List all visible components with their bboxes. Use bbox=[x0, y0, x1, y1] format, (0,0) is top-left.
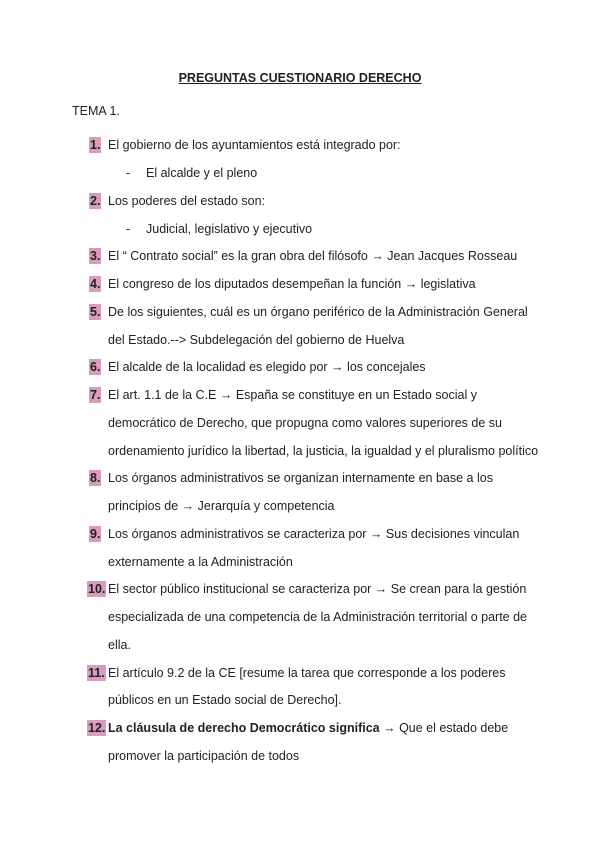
bullet-dash: - bbox=[126, 166, 131, 180]
item-number: 2. bbox=[90, 194, 101, 208]
item-number: 4. bbox=[90, 277, 101, 291]
item-text: El “ Contrato social” es la gran obra del filósofo → Jean Jacques Rosseau bbox=[108, 249, 518, 263]
item-text: del Estado.--> Subdelegación del gobierno de Huelva bbox=[108, 333, 405, 347]
item-number: 11. bbox=[88, 666, 105, 680]
item-number: 8. bbox=[90, 471, 101, 485]
item-number: 7. bbox=[90, 388, 101, 402]
item-number: 10. bbox=[88, 582, 106, 596]
item-text: promover la participación de todos bbox=[108, 749, 300, 763]
item-text: externamente a la Administración bbox=[108, 555, 293, 569]
item-number: 9. bbox=[90, 527, 101, 541]
item-number: 1. bbox=[90, 138, 101, 152]
item-number: 6. bbox=[90, 360, 101, 374]
item-text: El congreso de los diputados desempeñan la función → legislativa bbox=[108, 277, 476, 291]
item-text-rest: → Que el estado debe bbox=[379, 721, 509, 735]
item-text: Los órganos administrativos se organizan internamente en base a los bbox=[108, 471, 493, 485]
item-number: 5. bbox=[90, 305, 101, 319]
item-text: El artículo 9.2 de la CE [resume la tarea que corresponde a los poderes bbox=[108, 666, 506, 680]
item-text: El sector público institucional se caracteriza por → Se crean para la gestión bbox=[108, 582, 527, 596]
section-heading: TEMA 1. bbox=[72, 104, 120, 118]
item-text: El art. 1.1 de la C.E → España se constituye en un Estado social y bbox=[108, 388, 477, 402]
item-number: 3. bbox=[90, 249, 101, 263]
item-text: El alcalde de la localidad es elegido por → los concejales bbox=[108, 360, 426, 374]
item-text: principios de → Jerarquía y competencia bbox=[108, 499, 335, 513]
item-text: El gobierno de los ayuntamientos está integrado por: bbox=[108, 138, 401, 152]
item-text: ordenamiento jurídico la libertad, la justicia, la igualdad y el pluralismo político bbox=[108, 444, 539, 458]
bullet-dash: - bbox=[126, 222, 131, 236]
item-answer: El alcalde y el pleno bbox=[146, 166, 258, 180]
item-bold-lead: La cláusula de derecho Democrático significa bbox=[108, 721, 380, 735]
item-text: ella. bbox=[108, 638, 131, 652]
item-text: De los siguientes, cuál es un órgano periférico de la Administración General bbox=[108, 305, 528, 319]
item-number: 12. bbox=[88, 721, 106, 735]
item-text: especializada de una competencia de la Administración territorial o parte de bbox=[108, 610, 527, 624]
item-text: Los órganos administrativos se caracteriza por → Sus decisiones vinculan bbox=[108, 527, 520, 541]
item-text: Los poderes del estado son: bbox=[108, 194, 266, 208]
item-text bbox=[108, 720, 508, 736]
item-text: públicos en un Estado social de Derecho]. bbox=[108, 693, 342, 707]
item-text: democrático de Derecho, que propugna como valores superiores de su bbox=[108, 416, 502, 430]
item-answer: Judicial, legislativo y ejecutivo bbox=[146, 222, 313, 236]
page-title: PREGUNTAS CUESTIONARIO DERECHO bbox=[178, 71, 422, 85]
